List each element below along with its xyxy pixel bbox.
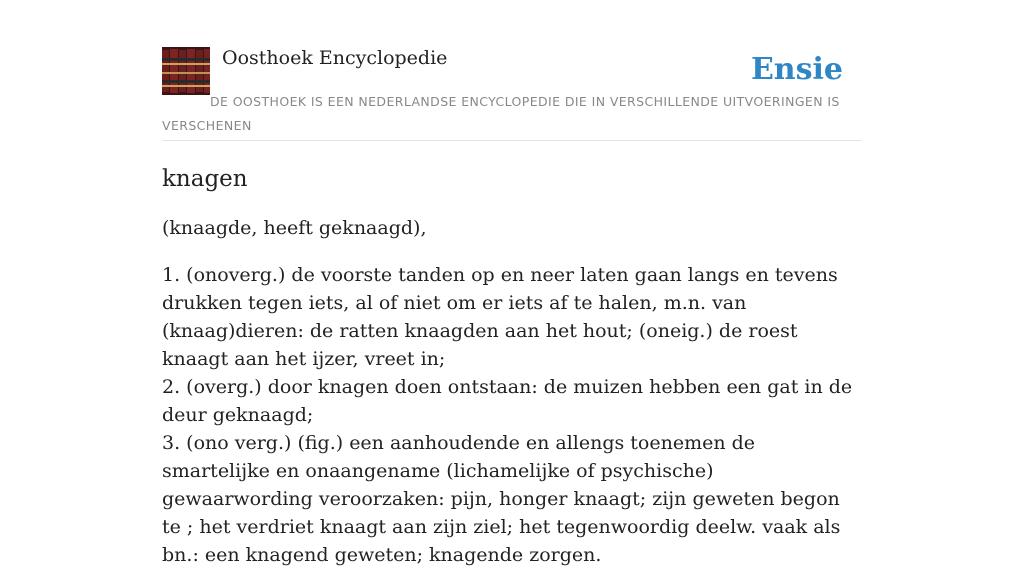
definition-item: 2. (overg.) door knagen doen ontstaan: de muizen hebben een gat in de deur geknaagd; [162, 376, 853, 426]
source-avatar[interactable] [162, 47, 210, 95]
grammar-forms: (knaagde, heeft geknaagd), [162, 217, 427, 239]
entry-title: knagen [162, 166, 248, 192]
entry-header [162, 46, 862, 141]
entry-content [162, 162, 862, 569]
source-name[interactable]: Oosthoek Encyclopedie [222, 47, 448, 69]
definition-item: 1. (onoverg.) de voorste tanden op en neer laten gaan langs en tevens drukken tegen iets, al of niet om er iets af te halen, m.n. van (knaag)dieren: de ratten knaagden aan het hout; (oneig.) de roest knaagt aan het ijzer, vreet in; [162, 264, 838, 370]
encyclopedia-books-icon [162, 47, 210, 95]
source-description: DE OOSTHOEK IS EEN NEDERLANDSE ENCYCLOPEDIE DIE IN VERSCHILLENDE UITVOERINGEN IS VERSCHENEN [162, 94, 840, 133]
definition-list [162, 261, 862, 569]
definition-item: 3. (ono verg.) (fig.) een aanhoudende en allengs toenemen de smartelijke en onaangename (lichamelijke of psychische) gewaarwording veroorzaken: pijn, honger knaagt; zijn geweten begon te ; het verdriet knaagt aan zijn ziel; het tegenwoordig deelw. vaak als bn.: een knagend geweten; knagende zorgen. [162, 432, 841, 566]
brand-logo-link[interactable]: Ensie [750, 52, 843, 87]
